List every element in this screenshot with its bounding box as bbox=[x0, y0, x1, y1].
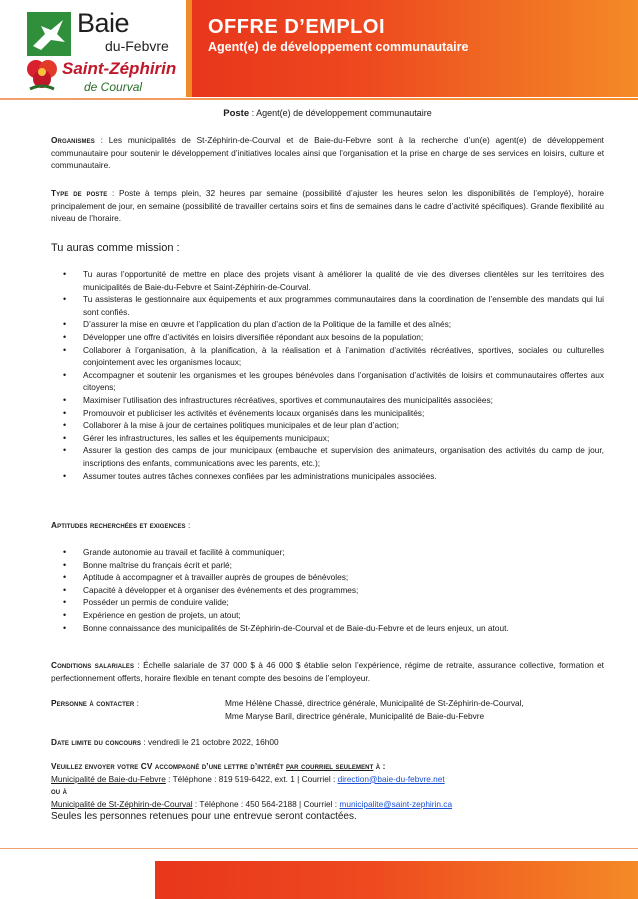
poste-label: Poste bbox=[223, 108, 250, 119]
list-item: • Posséder un permis de conduire valide; bbox=[51, 596, 604, 609]
envoi-baie-name: Municipalité de Baie-du-Febvre bbox=[51, 773, 166, 784]
mission-title: Tu auras comme mission : bbox=[51, 242, 180, 254]
envoi-stz-name: Municipalité de St-Zéphirin-de-Courval bbox=[51, 798, 193, 809]
aptitudes-label-suffix: : bbox=[185, 520, 191, 530]
date-limite-section bbox=[51, 736, 604, 749]
contact-values bbox=[225, 697, 524, 722]
date-limite-text: : vendredi le 21 octobre 2022, 16h00 bbox=[141, 737, 279, 747]
flower-logo-icon bbox=[22, 55, 62, 95]
mission-list bbox=[51, 268, 604, 482]
list-item: • Maximiser l’utilisation des infrastructures récréatives, sportives et communautaires des municipalités associées; bbox=[51, 394, 604, 407]
stz-logo-text-1: Saint-Zéphirin bbox=[62, 59, 177, 78]
organismes-label: Organismes bbox=[51, 135, 95, 145]
contact-label-suffix: : bbox=[134, 698, 139, 708]
banner-subtitle: Agent(e) de développement communautaire bbox=[208, 40, 469, 54]
baie-email-link[interactable]: direction@baie-du-febvre.net bbox=[337, 773, 445, 784]
stz-email-link[interactable]: municipalite@saint-zephirin.ca bbox=[339, 798, 453, 809]
goose-logo-icon bbox=[27, 12, 71, 56]
header-banner bbox=[192, 0, 638, 97]
footer-banner bbox=[155, 861, 638, 899]
poste-value: : Agent(e) de développement communautaire bbox=[249, 108, 432, 118]
envoi-closing: Seules les personnes retenues pour une entrevue seront contactées. bbox=[51, 811, 357, 823]
envoi-heading bbox=[51, 760, 604, 773]
banner-title: OFFRE D’EMPLOI bbox=[208, 16, 385, 38]
conditions-section bbox=[51, 659, 604, 684]
list-item: • Assurer la gestion des camps de jour municipaux (embauche et supervision des animateurs, organisation des activités du camp de jour, inscriptions des enfants, communications avec les parents, etc.); bbox=[51, 444, 604, 469]
aptitudes-label: Aptitudes recherchées et exigences bbox=[51, 520, 186, 530]
envoi-stz-tel: : Téléphone : 450 564-2188 | Courriel : bbox=[192, 798, 340, 809]
envoi-heading-b: par courriel seulement bbox=[286, 761, 374, 771]
organismes-section bbox=[51, 134, 604, 172]
contact-label: Personne à contacter bbox=[51, 698, 135, 708]
list-item: • Tu auras l’opportunité de mettre en place des projets visant à améliorer la qualité de vie des diverses clientèles sur les territoires des municipalités de Baie-du-Febvre et Saint-Zéphirin-de-Courval. bbox=[51, 268, 604, 293]
type-poste-label: Type de poste bbox=[51, 188, 108, 198]
stz-logo-text-2: de Courval bbox=[84, 80, 143, 94]
conditions-text: : Échelle salariale de 37 000 $ à 46 000 $ établie selon l’expérience, régime de retraite, assurance collective, formation et perfectionnement offerts, horaire flexible en tenant compte des besoins de l’employeur. bbox=[51, 660, 604, 683]
logos bbox=[0, 0, 190, 105]
envoi-ou: ou à bbox=[51, 786, 68, 797]
envoi-section bbox=[51, 760, 604, 824]
type-poste-section bbox=[51, 187, 604, 225]
list-item: • Assumer toutes autres tâches connexes confiées par les administrations municipales associées. bbox=[51, 470, 604, 483]
list-item: • Développer une offre d’activités en loisirs diversifiée répondant aux besoins de la population; bbox=[51, 331, 604, 344]
list-item: • Expérience en gestion de projets, un atout; bbox=[51, 609, 604, 622]
envoi-heading-c: à : bbox=[373, 761, 386, 771]
list-item: • Aptitude à accompagner et à travailler auprès de groupes de bénévoles; bbox=[51, 571, 604, 584]
saint-zephirin-logo bbox=[22, 55, 192, 100]
envoi-baie-tel: : Téléphone : 819 519-6422, ext. 1 | Courriel : bbox=[165, 773, 338, 784]
footer-divider bbox=[0, 848, 638, 849]
envoi-baie-line bbox=[51, 773, 604, 786]
list-item: • Capacité à développer et à organiser des événements et des programmes; bbox=[51, 584, 604, 597]
list-item: • Collaborer à l’organisation, à la planification, à la réalisation et à l’animation d’activités récréatives, sportives, sociales ou culturelles conjointement avec les organismes locaux; bbox=[51, 344, 604, 369]
conditions-label: Conditions salariales bbox=[51, 660, 135, 670]
envoi-heading-a: Veuillez envoyer votre CV accompagné d’une lettre d’intérêt bbox=[51, 761, 287, 771]
organismes-text: : Les municipalités de St-Zéphirin-de-Courval et de Baie-du-Febvre sont à la recherche d’un(e) agent(e) de développement communautaire pour soutenir le développement d’initiatives locales ainsi que l’organisation et la prise en charge de ses services en loisirs, culture et communautaire. bbox=[51, 135, 604, 171]
date-limite-label: Date limite du concours bbox=[51, 737, 142, 747]
type-poste-text: : Poste à temps plein, 32 heures par semaine (possibilité d’ajuster les heures selon les disponibilités de l’employé), horaire principalement de jour, en semaine (possibilité de travailler certains soirs et fins de semaines dans le cadre d’activité spécifiques). Grande flexibilité au niveau de l’horaire. bbox=[51, 188, 604, 224]
contact-person-2: Mme Maryse Baril, directrice générale, Municipalité de Baie-du-Febvre bbox=[225, 710, 485, 721]
contact-person-1: Mme Hélène Chassé, directrice générale, Municipalité de St-Zéphirin-de-Courval, bbox=[225, 698, 524, 708]
list-item: • Grande autonomie au travail et facilité à communiquer; bbox=[51, 546, 604, 559]
list-item: • D’assurer la mise en œuvre et l’application du plan d’action de la Politique de la famille et des aînés; bbox=[51, 318, 604, 331]
baie-logo-text-2: du-Febvre bbox=[105, 38, 169, 54]
contact-label-wrap bbox=[51, 697, 139, 710]
envoi-stz-line bbox=[51, 798, 604, 811]
list-item: • Promouvoir et publiciser les activités et événements locaux organisés dans les municipalités; bbox=[51, 407, 604, 420]
poste-line bbox=[51, 107, 604, 121]
contact-section bbox=[51, 697, 604, 723]
list-item: • Bonne maîtrise du français écrit et parlé; bbox=[51, 559, 604, 572]
list-item: • Collaborer à la mise à jour de certaines politiques municipales et de leur plan d’action; bbox=[51, 419, 604, 432]
list-item: • Gérer les infrastructures, les salles et les équipements municipaux; bbox=[51, 432, 604, 445]
list-item: • Tu assisteras le gestionnaire aux équipements et aux programmes communautaires dans la coordination de l’ensemble des mandats qui lui sont confiés. bbox=[51, 293, 604, 318]
header-divider bbox=[0, 98, 638, 100]
baie-du-febvre-logo bbox=[27, 8, 187, 56]
list-item: • Accompagner et soutenir les organismes et les groupes bénévoles dans l’organisation d’activités de loisirs et communautaires offertes aux citoyens; bbox=[51, 369, 604, 394]
aptitudes-heading bbox=[51, 519, 604, 532]
list-item: • Bonne connaissance des municipalités de St-Zéphirin-de-Courval et de Baie-du-Febvre et de leurs enjeux, un atout. bbox=[51, 622, 604, 635]
aptitudes-list bbox=[51, 546, 604, 634]
baie-logo-text-1: Baie bbox=[77, 8, 130, 38]
